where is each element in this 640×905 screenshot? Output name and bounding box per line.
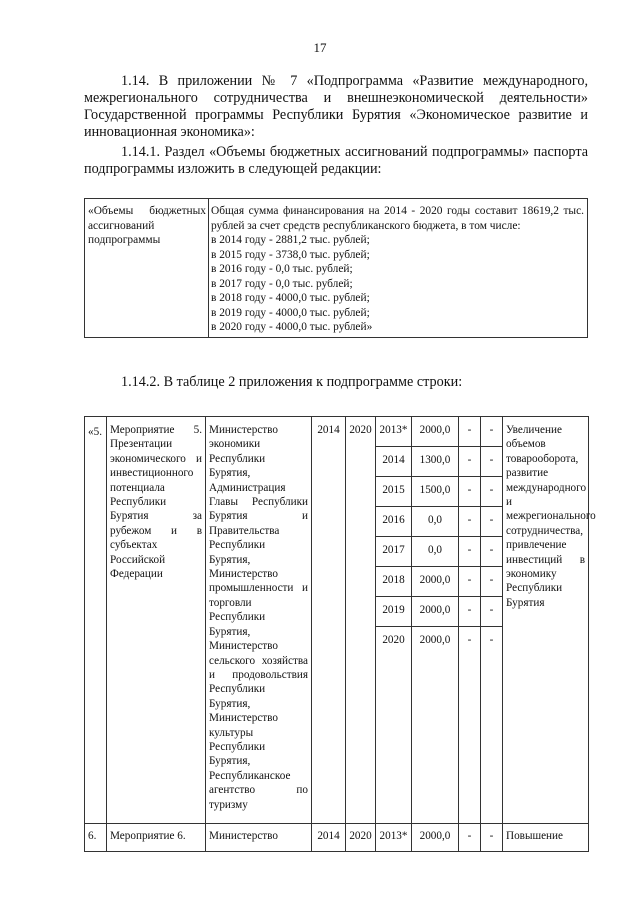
finance-dash: - [459,567,481,597]
finance-dash: - [481,507,503,537]
finance-dash: - [481,567,503,597]
passport-year: в 2016 году - 0,0 тыс. рублей; [211,263,353,275]
finance-year: 2020 [376,627,412,824]
table-row [85,824,589,852]
passport-total: Общая сумма финансирования на 2014 - 2020 годы составит 18619,2 тыс. рублей за счет средств республиканского бюджета, в том числе: [211,205,584,232]
finance-year: 2016 [376,507,412,537]
finance-dash: - [459,824,481,852]
section-1-14: 1.14. В приложении № 7 «Подпрограмма «Развитие международного, межрегионального сотрудничества и внешнеэкономической деятельности» Государственной программы Республики Бурятия «Экономическое развитие и инновационная экономика»: [84,73,588,140]
finance-dash: - [459,597,481,627]
passport-table [84,198,588,338]
start-year: 2014 [312,824,346,852]
passport-year: в 2019 году - 4000,0 тыс. рублей; [211,306,370,319]
section-1-14-1: 1.14.1. Раздел «Объемы бюджетных ассигнований подпрограммы» паспорта подпрограммы изложить в следующей редакции: [84,144,588,177]
finance-value: 1500,0 [412,477,459,507]
expected-result: Увеличение объемов товарооборота, развитие международного и межрегионального сотрудничества, привлечение инвестиций в экономику Республики Бурятия [503,417,589,824]
finance-value: 2000,0 [412,824,459,852]
finance-dash: - [459,627,481,824]
finance-value: 2000,0 [412,567,459,597]
passport-year: в 2015 году - 3738,0 тыс. рублей; [211,248,370,261]
finance-dash: - [481,824,503,852]
table-row [85,417,589,447]
passport-year: в 2020 году - 4000,0 тыс. рублей» [211,321,373,333]
finance-year: 2017 [376,537,412,567]
finance-dash: - [459,417,481,447]
finance-dash: - [481,627,503,824]
passport-year: в 2014 году - 2881,2 тыс. рублей; [211,234,370,246]
finance-dash: - [459,507,481,537]
finance-year: 2013* [376,417,412,447]
finance-value: 2000,0 [412,597,459,627]
passport-year: в 2017 году - 0,0 тыс. рублей; [211,277,353,290]
finance-dash: - [459,537,481,567]
page-number: 17 [313,40,327,55]
finance-value: 1300,0 [412,447,459,477]
finance-dash: - [481,447,503,477]
finance-dash: - [481,417,503,447]
end-year: 2020 [346,824,376,852]
passport-label: «Объемы бюджетных ассигнований подпрограммы [85,199,209,338]
row-number: «5. [85,417,107,824]
finance-year: 2013* [376,824,412,852]
measure-name: Мероприятие 5. Презентации экономического и инвестиционного потенциала Республики Бурятия за рубежом и в субъектах Российской Федерации [107,417,206,824]
finance-dash: - [481,537,503,567]
executors: Министерство [206,824,312,852]
finance-dash: - [459,447,481,477]
start-year: 2014 [312,417,346,824]
executors: Министерство экономики Республики Бурятия, Администрация Главы Республики Бурятия и Правительства Республики Бурятия, Министерство промышленности и торговли Республики Бурятия, Министерство сельского хозяйства и продовольствия Республики Бурятия, Министерство культуры Республики Бурятия, Республиканское агентство по туризму [206,417,312,824]
finance-value: 0,0 [412,507,459,537]
finance-year: 2015 [376,477,412,507]
finance-year: 2014 [376,447,412,477]
finance-dash: - [459,477,481,507]
expected-result: Повышение [503,824,589,852]
measures-table [84,416,596,852]
finance-year: 2019 [376,597,412,627]
finance-dash: - [481,597,503,627]
finance-value: 2000,0 [412,627,459,824]
finance-value: 0,0 [412,537,459,567]
passport-year: в 2018 году - 4000,0 тыс. рублей; [211,292,370,304]
finance-value: 2000,0 [412,417,459,447]
end-year: 2020 [346,417,376,824]
finance-year: 2018 [376,567,412,597]
section-1-14-2: 1.14.2. В таблице 2 приложения к подпрограмме строки: [121,374,463,390]
row-number: 6. [85,824,107,852]
finance-dash: - [481,477,503,507]
passport-content [209,199,588,338]
measure-name: Мероприятие 6. [107,824,206,852]
